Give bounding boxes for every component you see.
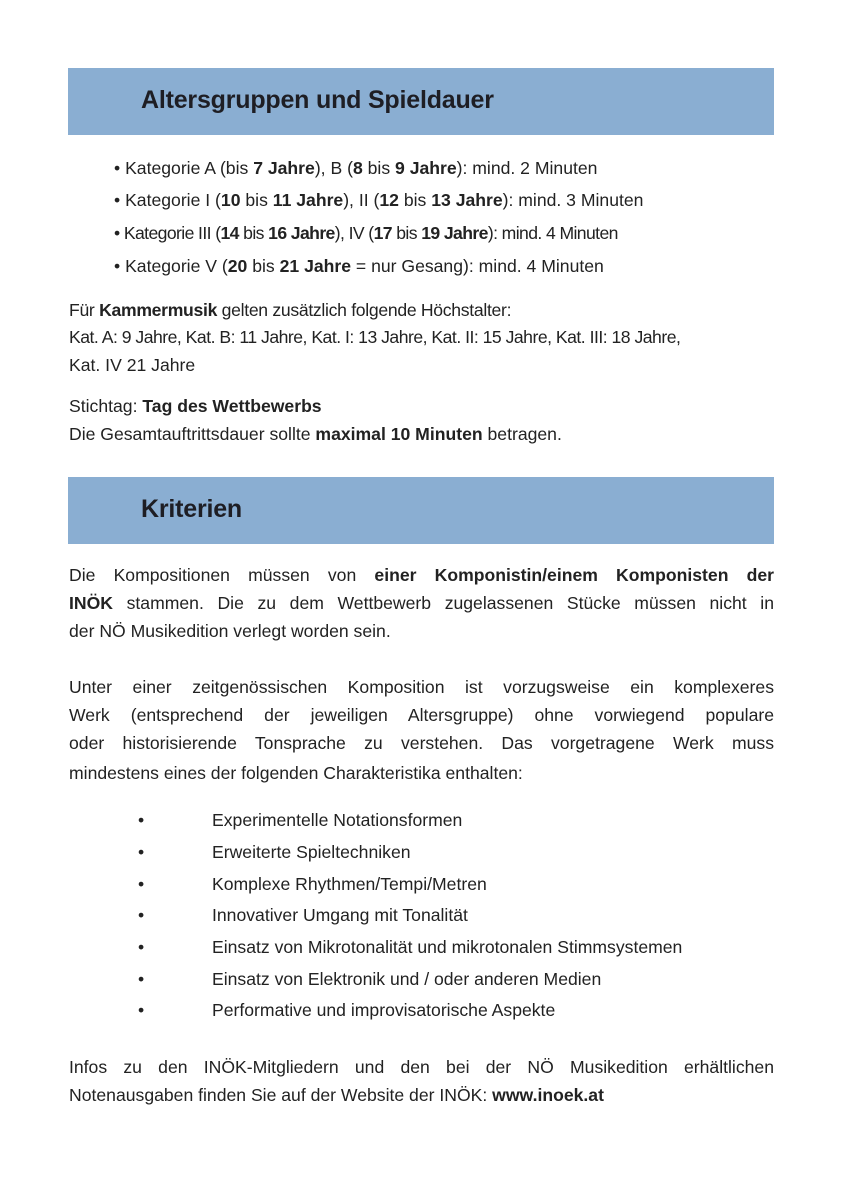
total-duration	[69, 422, 562, 446]
list-bullet: •	[138, 937, 145, 957]
text: ): mind. 3 Minuten	[502, 190, 644, 210]
bold-text: 17	[373, 223, 392, 243]
list-item: Performative und improvisatorische Aspekte	[212, 1000, 556, 1020]
paragraph-line: mindestens eines der folgenden Charakteristika enthalten:	[69, 763, 523, 783]
list-item: Komplexe Rhythmen/Tempi/Metren	[212, 874, 487, 894]
bold-text: 8	[352, 158, 363, 178]
category-item	[114, 188, 643, 212]
bullet: •	[114, 158, 121, 178]
text: bis	[398, 190, 432, 210]
section-header-age-groups	[68, 68, 774, 135]
bold-text: maximal 10 Minuten	[315, 424, 483, 444]
text: ): mind. 2 Minuten	[456, 158, 598, 178]
deadline	[69, 394, 322, 418]
list-item: Einsatz von Mikrotonalität und mikrotonalen Stimmsystemen	[212, 937, 683, 957]
bold-text: 10	[220, 190, 241, 210]
paragraph-line: oder historisierende Tonsprache zu verstehen. Das vorgetragene Werk muss	[69, 733, 774, 753]
text: bis	[240, 190, 273, 210]
list-bullet: •	[138, 810, 145, 830]
paragraph-line	[69, 1081, 774, 1109]
text: ), II (	[343, 190, 380, 210]
text: stammen. Die zu dem Wettbewerb zugelassenen Stücke müssen nicht in	[112, 593, 774, 613]
bullet: •	[114, 256, 121, 276]
bold-text: 14	[220, 223, 239, 243]
bold-text: 21 Jahre	[279, 256, 352, 276]
text: ), IV (	[334, 223, 374, 243]
text: Stichtag:	[69, 396, 143, 416]
text: betragen.	[482, 424, 562, 444]
bold-text: 13 Jahre	[431, 190, 503, 210]
text: Die Kompositionen müssen von	[69, 565, 375, 585]
list-bullet: •	[138, 1000, 145, 1020]
category-item	[114, 221, 618, 245]
bold-text: 7 Jahre	[253, 158, 315, 178]
bold-text: 20	[227, 256, 248, 276]
bullet: •	[114, 223, 120, 243]
text: bis	[391, 223, 422, 243]
text: Kategorie A (bis	[125, 158, 254, 178]
chamber-music-heading	[69, 298, 511, 322]
text: Kategorie III (	[123, 223, 221, 243]
text: = nur Gesang): mind. 4 Minuten	[351, 256, 604, 276]
bullet: •	[114, 190, 121, 210]
paragraph-line: Werk (entsprechend der jeweiligen Altersgruppe) ohne vorwiegend populare	[69, 705, 774, 725]
text: Notenausgaben finden Sie auf der Website der INÖK:	[69, 1085, 493, 1105]
list-bullet: •	[138, 874, 145, 894]
chamber-music-ages: Kat. A: 9 Jahre, Kat. B: 11 Jahre, Kat. I: 13 Jahre, Kat. II: 15 Jahre, Kat. III: 18 Jahre,	[69, 327, 681, 347]
text: ), B (	[314, 158, 353, 178]
paragraph-line: Unter einer zeitgenössischen Komposition ist vorzugsweise ein komplexeres	[69, 677, 774, 697]
bold-text: 11 Jahre	[272, 190, 344, 210]
paragraph-line: Infos zu den INÖK-Mitgliedern und den bei der NÖ Musikedition erhältlichen	[69, 1057, 774, 1077]
definition-paragraph	[69, 673, 774, 787]
paragraph-line	[69, 589, 774, 617]
text: bis	[362, 158, 396, 178]
section-title: Altersgruppen und Spieldauer	[141, 86, 494, 114]
paragraph-line	[69, 561, 774, 589]
text: Für	[69, 300, 100, 320]
list-bullet: •	[138, 905, 145, 925]
bold-text: 19 Jahre	[421, 223, 488, 243]
bold-text: 9 Jahre	[395, 158, 457, 178]
bold-text: 16 Jahre	[268, 223, 335, 243]
category-item	[114, 254, 604, 278]
list-item: Experimentelle Notationsformen	[212, 810, 463, 830]
text: ): mind. 4 Minuten	[487, 223, 618, 243]
text: Kategorie I (	[125, 190, 221, 210]
paragraph-line: der NÖ Musikedition verlegt worden sein.	[69, 621, 391, 641]
section-title: Kriterien	[141, 495, 243, 523]
category-item	[114, 156, 597, 180]
bold-text: INÖK	[69, 593, 113, 613]
section-header-criteria	[68, 477, 774, 544]
bold-text: Tag des Wettbewerbs	[142, 396, 322, 416]
list-item: Einsatz von Elektronik und / oder anderen Medien	[212, 969, 602, 989]
bold-text: einer Komponistin/einem Komponisten der	[374, 565, 774, 585]
text: gelten zusätzlich folgende Höchstalter:	[217, 300, 512, 320]
bold-text: Kammermusik	[99, 300, 218, 320]
list-item: Innovativer Umgang mit Tonalität	[212, 905, 468, 925]
bold-text: 12	[379, 190, 399, 210]
chamber-music-ages-cont: Kat. IV 21 Jahre	[69, 355, 196, 375]
list-bullet: •	[138, 842, 145, 862]
list-bullet: •	[138, 969, 145, 989]
website-link[interactable]: www.inoek.at	[492, 1085, 604, 1105]
text: Die Gesamtauftrittsdauer sollte	[69, 424, 316, 444]
composer-paragraph	[69, 561, 774, 645]
text: Kategorie V (	[125, 256, 228, 276]
list-item: Erweiterte Spieltechniken	[212, 842, 411, 862]
text: bis	[238, 223, 269, 243]
info-paragraph	[69, 1053, 774, 1109]
text: bis	[247, 256, 280, 276]
